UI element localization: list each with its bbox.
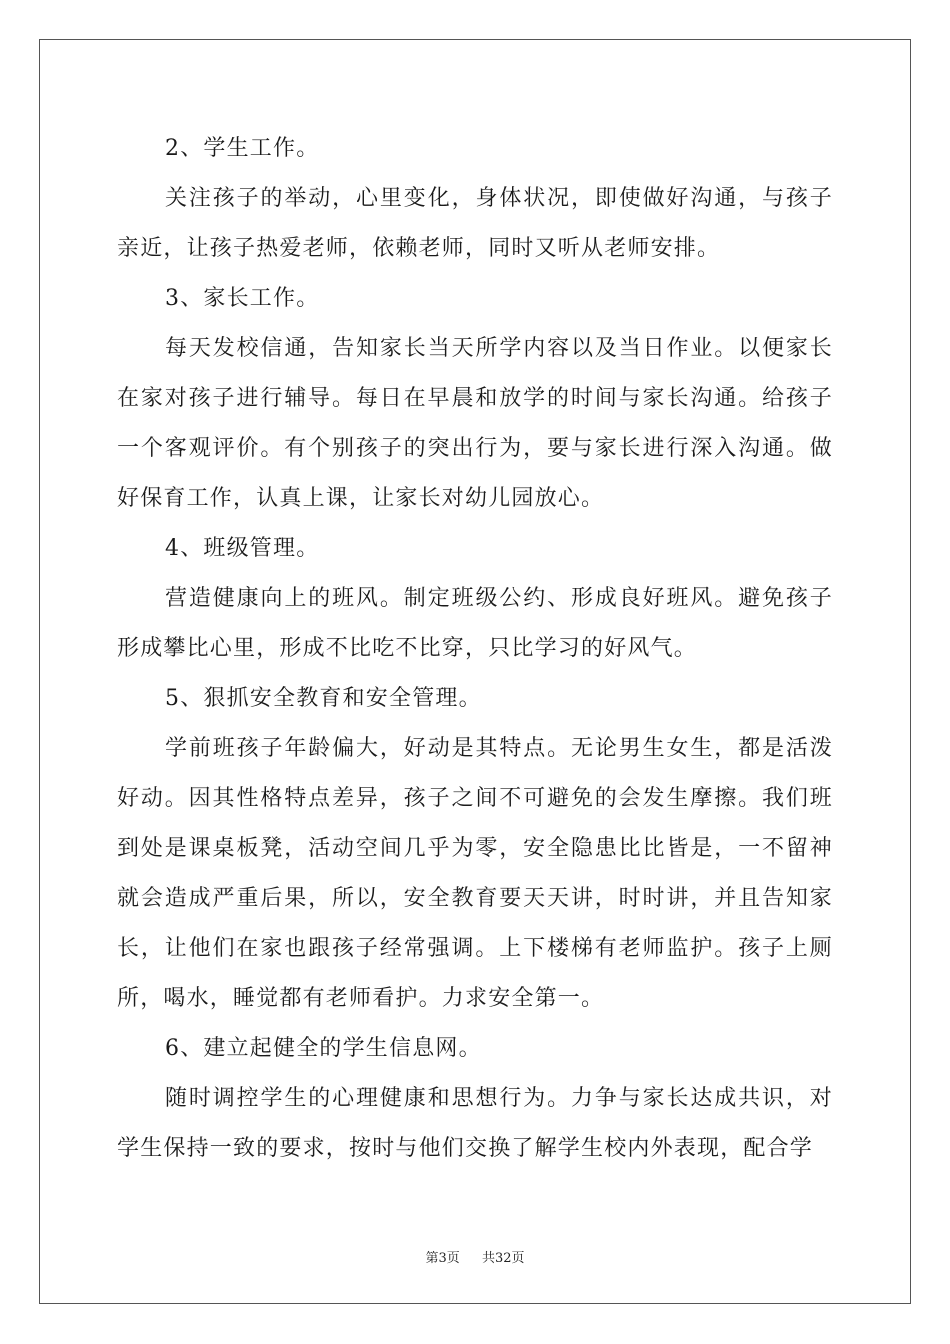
page-footer (0, 1247, 950, 1266)
body-paragraph: 每天发校信通，告知家长当天所学内容以及当日作业。以便家长在家对孩子进行辅导。每日在早晨和放学的时间与家长沟通。给孩子一个客观评价。有个别孩子的突出行为，要与家长进行深入沟通。做好保育工作，认真上课，让家长对幼儿园放心。 (117, 336, 833, 511)
section-heading: 5、狠抓安全教育和安全管理。 (165, 686, 482, 711)
section-heading: 4、班级管理。 (165, 536, 320, 561)
body-paragraph: 营造健康向上的班风。制定班级公约、形成良好班风。避免孩子形成攀比心里，形成不比吃不比穿，只比学习的好风气。 (117, 586, 833, 661)
document-body (117, 124, 833, 1174)
current-page-number: 第3页 (425, 1251, 460, 1266)
body-paragraph: 关注孩子的举动，心里变化，身体状况，即使做好沟通，与孩子亲近，让孩子热爱老师，依赖老师，同时又听从老师安排。 (117, 186, 833, 261)
section-heading: 6、建立起健全的学生信息网。 (165, 1036, 482, 1061)
section-heading: 3、家长工作。 (165, 286, 320, 311)
body-paragraph: 学前班孩子年龄偏大，好动是其特点。无论男生女生，都是活泼好动。因其性格特点差异，孩子之间不可避免的会发生摩擦。我们班到处是课桌板凳，活动空间几乎为零，安全隐患比比皆是，一不留神就会造成严重后果，所以，安全教育要天天讲，时时讲，并且告知家长，让他们在家也跟孩子经常强调。上下楼梯有老师监护。孩子上厕所，喝水，睡觉都有老师看护。力求安全第一。 (117, 736, 833, 1011)
section-heading: 2、学生工作。 (165, 136, 320, 161)
body-paragraph: 随时调控学生的心理健康和思想行为。力争与家长达成共识，对学生保持一致的要求，按时与他们交换了解学生校内外表现，配合学 (117, 1086, 833, 1161)
total-page-count: 共32页 (482, 1251, 525, 1266)
